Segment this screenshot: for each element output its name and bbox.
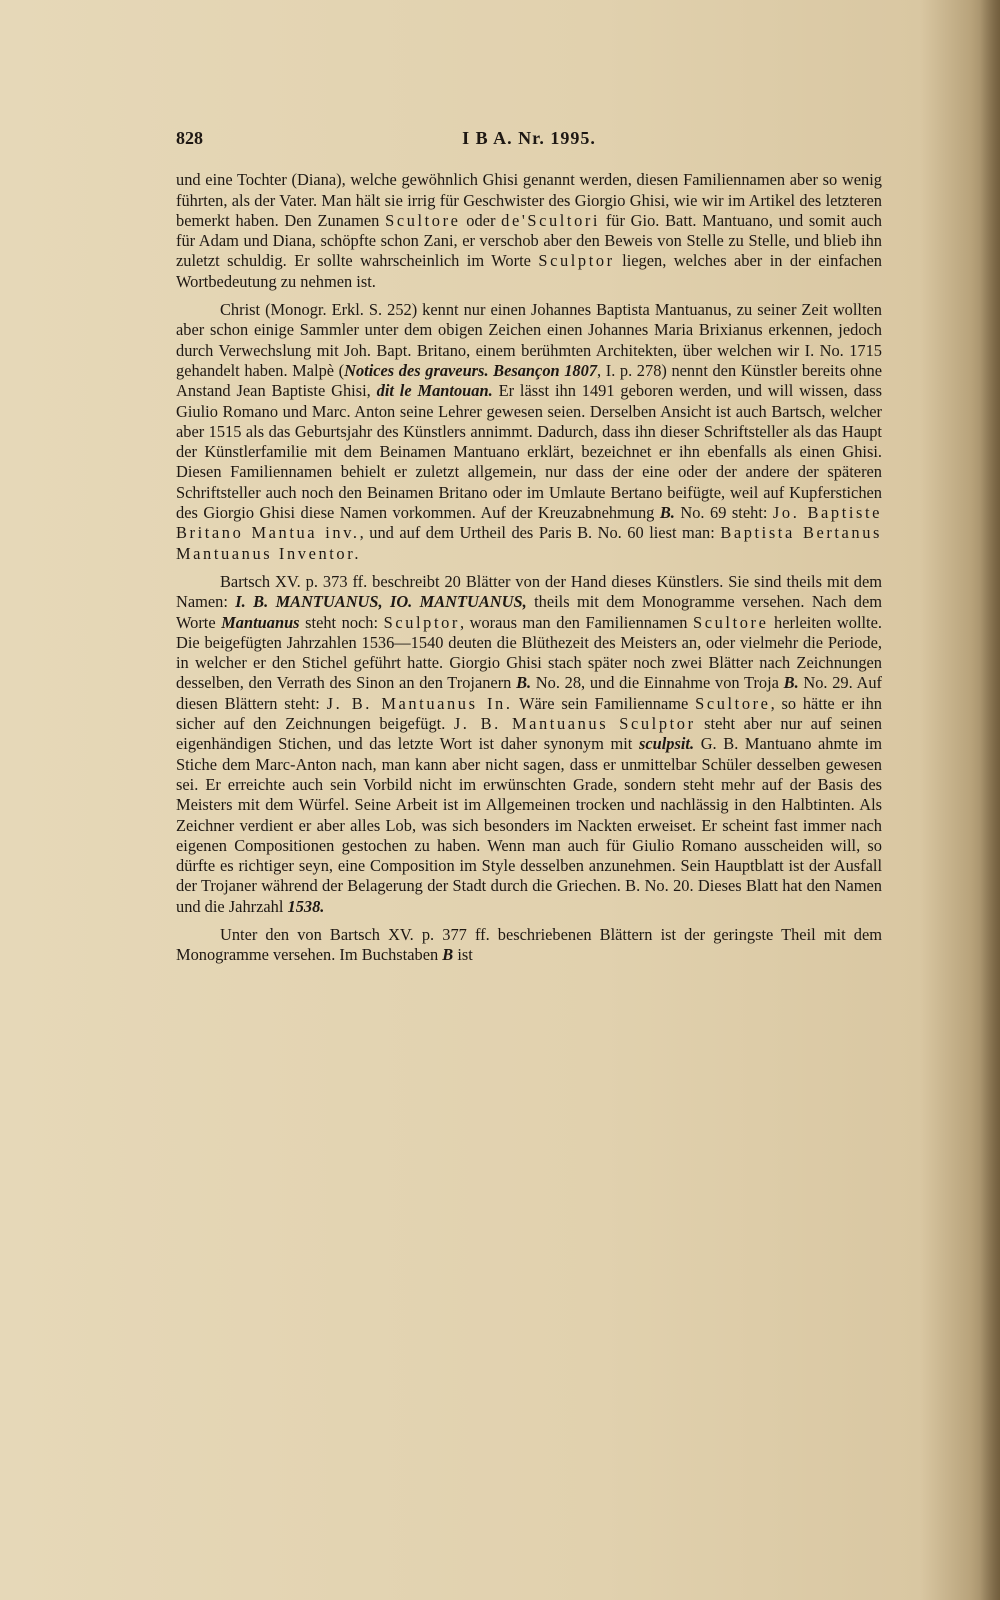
running-head <box>176 128 882 148</box>
italic-text: B <box>442 945 454 965</box>
italic-text: sculpsit. <box>638 734 695 754</box>
paragraph <box>176 170 882 292</box>
text-run: Wäre sein Familienname <box>512 693 696 713</box>
text-run: steht noch: <box>299 612 384 632</box>
spaced-text: J. B. Mantuanus Sculptor <box>453 714 696 734</box>
page-number: 828 <box>176 128 203 148</box>
text-run: Unter den von Bartsch XV. p. 377 ff. beschriebenen Blättern ist der geringste Theil mit dem Monogramme versehen. Im Buchstaben <box>176 924 882 965</box>
paragraph <box>176 925 882 966</box>
text-run: , woraus man den Familiennamen <box>459 612 694 632</box>
text-run: No. 29. Auf diesen Blättern steht: <box>176 673 882 713</box>
page-edge-shadow <box>980 0 1000 1600</box>
text-run: theils mit dem Monogramme versehen. Nach dem Worte <box>176 592 883 632</box>
text-run: , so hätte er ihn sicher auf den Zeichnungen beigefügt. <box>176 693 882 734</box>
text-run: Christ (Monogr. Erkl. S. 252) kennt nur einen Johannes Baptista Mantuanus, zu seiner Zeit wollten aber schon einige Sammler unter dem obigen Zeichen einen Johannes Maria Brixianus erkennen, jedoch durch Verwechslung mit Joh. Bapt. Britano, einem berühmten Architekten, über welchen wir I. No. 1715 gehandelt haben. Malpè ( <box>176 300 882 380</box>
spaced-text: Scultore <box>385 210 461 230</box>
italic-text: B. <box>783 673 799 693</box>
text-run: No. 28, und die Einnahme von Troja <box>531 673 784 693</box>
paragraph <box>176 300 882 564</box>
spaced-text: Sculptor <box>538 251 615 271</box>
text-run: Er lässt ihn 1491 geboren werden, und will wissen, dass Giulio Romano und Marc. Anton seine Lehrer gewesen seien. Derselben Ansicht ist auch Bartsch, welcher aber 1515 als das Geburtsjahr des Künstlers annimmt. Dadurch, dass ihn dieser Schriftsteller als das Haupt der Künstlerfamilie mit dem Beinamen Mantuano erklärt, bezeichnet er ihn ebenfalls als einen Ghisi. Diesen Familiennamen behielt er zuletzt allgemein, nur dass der eine oder der andere der späteren Schriftsteller auch noch den Beinamen Britano oder im Umlaute Bertano beifügte, weil auf Kupferstichen des Giorgio Ghisi diese Namen vorkommen. Auf der Kreuzabnehmung <box>176 381 882 523</box>
text-run: G. B. Mantuano ahmte im Stiche dem Marc-Anton nach, man kann aber nicht sagen, dass er unmittelbar Schüler desselben gewesen sei. Er erreichte auch sein Vorbild nicht im erwünschten Grade, sondern steht mehr auf der Basis des Meisters mit dem Würfel. Seine Arbeit ist im Allgemeinen trocken und nachlässig in den Halbtinten. Als Zeichner verdient er aber alles Lob, was sich besonders im Nackten erweiset. Er scheint fast immer nach eigenen Compositionen gestochen zu haben. Wenn man auch für Giulio Romano ausscheiden will, so dürfte es richtiger seyn, eine Composition im Style desselben anzunehmen. Sein Hauptblatt ist der Ausfall der Trojaner während der Belagerung der Stadt durch die Griechen. B. No. 20. Dieses Blatt hat den Namen und die Jahrzahl <box>176 734 882 916</box>
spaced-text: Jo. Baptiste Britano Mantua inv. <box>176 503 883 543</box>
text-run: ist <box>453 945 473 965</box>
spaced-text: J. B. Mantuanus In. <box>326 693 513 713</box>
italic-text: Notices des graveurs. Besançon 1807 <box>344 360 598 380</box>
text-run: liegen, welches aber in der einfachen Wortbedeutung zu nehmen ist. <box>176 251 882 291</box>
running-title: I B A. Nr. 1995. <box>462 128 596 148</box>
italic-text: 1538. <box>287 896 325 916</box>
paragraph <box>176 572 882 917</box>
text-block <box>176 128 882 974</box>
text-run: oder <box>460 210 502 230</box>
text-run: und eine Tochter (Diana), welche gewöhnlich Ghisi genannt werden, diesen Familiennamen aber so wenig führten, als der Vater. Man hält sie irrig für Geschwister des Giorgio Ghisi, wie wir im Artikel des letzteren bemerkt haben. Den Zunamen <box>176 170 882 230</box>
text-run: No. 69 steht: <box>674 503 773 523</box>
spaced-text: de'Scultori <box>501 210 601 230</box>
spaced-text: Scultore <box>695 693 771 713</box>
italic-text: B. <box>659 503 675 523</box>
text-run: steht aber nur auf seinen eigenhändigen Stichen, und das letzte Wort ist daher synonym mit <box>176 714 882 754</box>
text-run: , I. p. 278) nennt den Künstler bereits ohne Anstand Jean Baptiste Ghisi, <box>176 360 882 401</box>
italic-text: dit le Mantouan. <box>376 381 493 401</box>
text-run: , und auf dem Urtheil des Paris B. No. 60 liest man: <box>359 523 721 543</box>
text-run: herleiten wollte. Die beigefügten Jahrzahlen 1536—1540 deuten die Blüthezeit des Meisters an, oder vielmehr die Periode, in welcher er den Stichel geführt hatte. Giorgio Ghisi stach später noch zwei Blätter nach Zeichnungen desselben, den Verrath des Sinon an den Trojanern <box>176 612 882 693</box>
italic-text: B. <box>516 673 532 693</box>
spaced-text: Sculptor <box>383 612 460 632</box>
spaced-text: Scultore <box>693 612 769 632</box>
spaced-text: Baptista Bertanus Mantuanus Inventor. <box>176 523 883 563</box>
italic-text: Mantuanus <box>221 612 300 632</box>
italic-text: I. B. MANTUANUS, IO. MANTUANUS, <box>235 592 527 612</box>
text-run: für Gio. Batt. Mantuano, und somit auch für Adam und Diana, schöpfte schon Zani, er verschob aber den Beweis von Stelle zu Stelle, und blieb ihn zuletzt schuldig. Er sollte wahrscheinlich im Worte <box>176 210 883 271</box>
text-run: Bartsch XV. p. 373 ff. beschreibt 20 Blätter von der Hand dieses Künstlers. Sie sind theils mit dem Namen: <box>176 571 882 612</box>
